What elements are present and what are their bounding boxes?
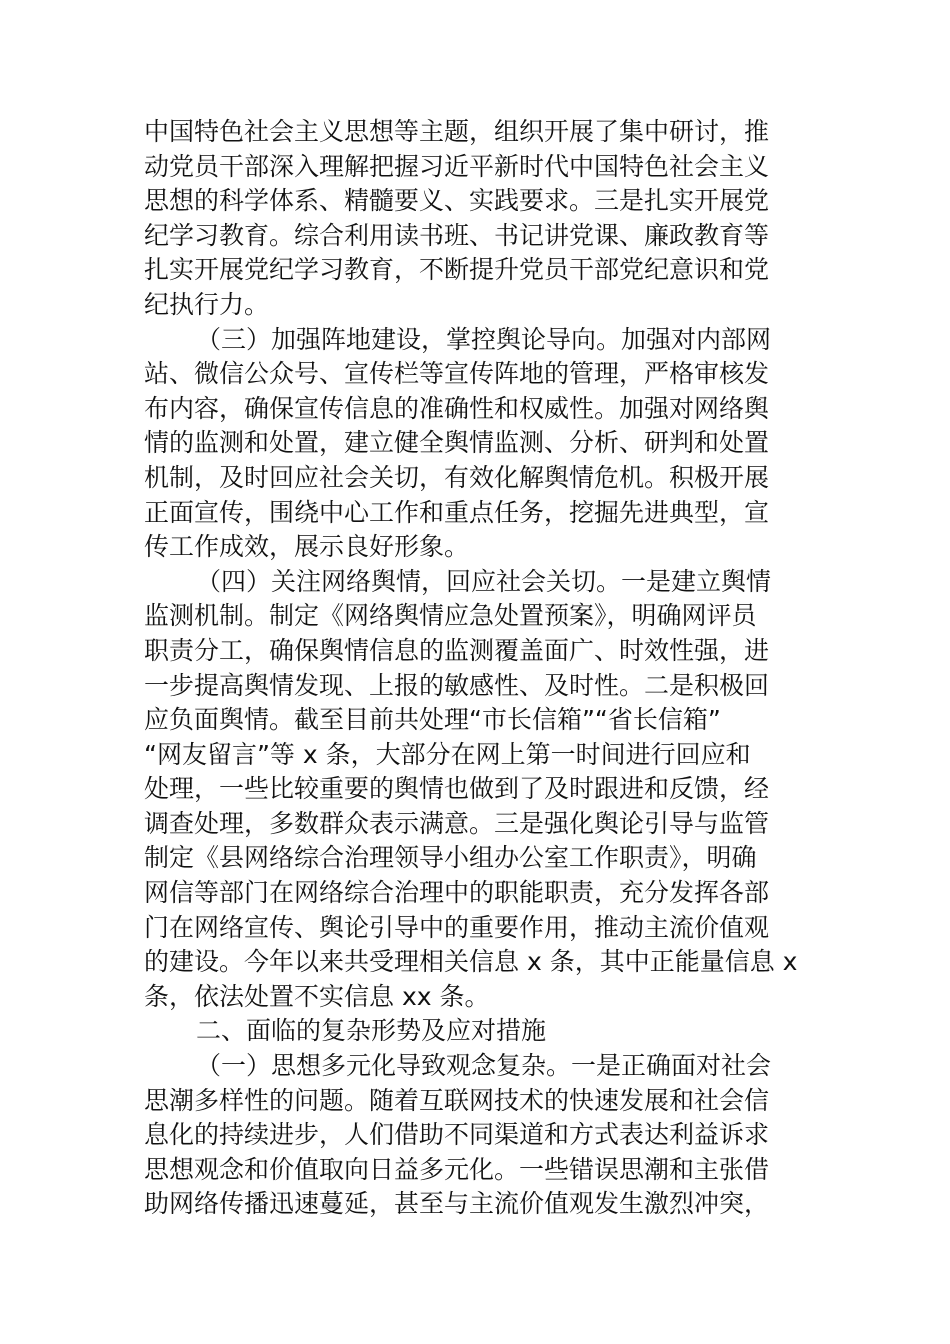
text-line: 正面宣传，围绕中心工作和重点任务，挖掘先进典型，宣	[144, 497, 770, 527]
document-body	[144, 115, 810, 1222]
text-line: 门在网络宣传、舆论引导中的重要作用，推动主流价值观	[144, 912, 770, 942]
text-line: 思潮多样性的问题。随着互联网技术的快速发展和社会信	[144, 1085, 770, 1115]
text-line: 的建设。今年以来共受理相关信息 x 条，其中正能量信息 x	[144, 947, 798, 977]
text-line: 布内容，确保宣传信息的准确性和权威性。加强对网络舆	[144, 393, 770, 423]
text-line: 网信等部门在网络综合治理中的职能职责，充分发挥各部	[144, 878, 770, 908]
text-line: 思想观念和价值取向日益多元化。一些错误思潮和主张借	[144, 1154, 770, 1184]
text-line: （四）关注网络舆情，回应社会关切。一是建立舆情	[196, 566, 772, 596]
text-line: 机制，及时回应社会关切，有效化解舆情危机。积极开展	[144, 462, 770, 492]
text-line: 职责分工，确保舆情信息的监测覆盖面广、时效性强，进	[144, 635, 770, 665]
text-line: 息化的持续进步，人们借助不同渠道和方式表达利益诉求	[144, 1120, 770, 1150]
text-line: 调查处理，多数群众表示满意。三是强化舆论引导与监管	[144, 808, 770, 838]
text-line: 思想的科学体系、精髓要义、实践要求。三是扎实开展党	[144, 186, 770, 216]
text-line: 一步提高舆情发现、上报的敏感性、及时性。二是积极回	[144, 670, 770, 700]
text-line: 处理，一些比较重要的舆情也做到了及时跟进和反馈，经	[144, 774, 770, 804]
text-line: 纪执行力。	[144, 289, 270, 319]
text-line: （一）思想多元化导致观念复杂。一是正确面对社会	[196, 1051, 772, 1081]
text-line: 动党员干部深入理解把握习近平新时代中国特色社会主义	[144, 151, 770, 181]
text-line: 制定《县网络综合治理领导小组办公室工作职责》，明确	[144, 843, 757, 873]
text-line: 应负面舆情。截至目前共处理“市长信箱”“省长信箱”	[144, 705, 721, 735]
text-line: 纪学习教育。综合利用读书班、书记讲党课、廉政教育等	[144, 220, 770, 250]
text-line: 助网络传播迅速蔓延，甚至与主流价值观发生激烈冲突，	[144, 1189, 770, 1219]
text-line: “网友留言”等 x 条，大部分在网上第一时间进行回应和	[144, 739, 751, 769]
text-line: 扎实开展党纪学习教育，不断提升党员干部党纪意识和党	[144, 255, 770, 285]
text-line: 站、微信公众号、宣传栏等宣传阵地的管理，严格审核发	[144, 359, 770, 389]
text-line: 情的监测和处置，建立健全舆情监测、分析、研判和处置	[144, 428, 770, 458]
text-line: 监测机制。制定《网络舆情应急处置预案》，明确网评员	[144, 601, 757, 631]
text-line: 中国特色社会主义思想等主题，组织开展了集中研讨，推	[144, 117, 770, 146]
text-line: 二、面临的复杂形势及应对措施	[196, 1016, 547, 1046]
text-line: 条，依法处置不实信息 xx 条。	[144, 981, 490, 1011]
text-line: 传工作成效，展示良好形象。	[144, 532, 470, 562]
text-line: （三）加强阵地建设，掌控舆论导向。加强对内部网	[196, 324, 772, 354]
